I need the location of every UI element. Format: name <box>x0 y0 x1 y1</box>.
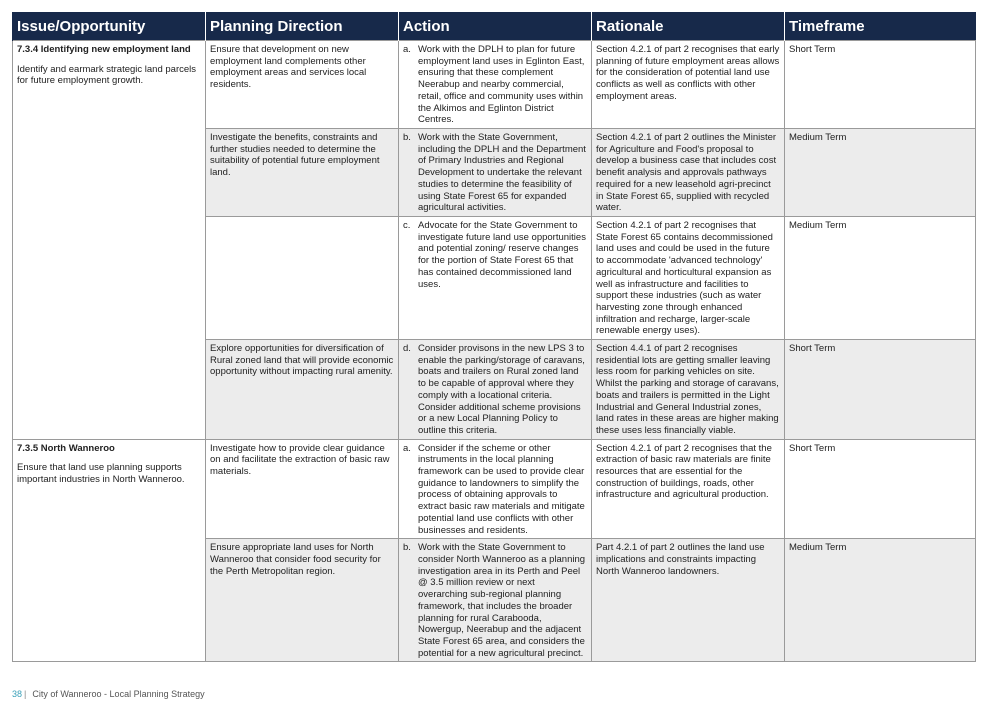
issue-title: 7.3.5 North Wanneroo <box>17 442 115 454</box>
action-text: Advocate for the State Government to investigate future land use opportunities and potential zoning/ reserve changes for the portion of State Forest 65 that has contained decommissioned land uses. <box>418 220 586 290</box>
action-cell <box>399 129 592 217</box>
action-text: Consider if the scheme or other instruments in the local planning framework can be used to provide clear guidance to landowners to simplify the process of obtaining approvals to extract basic raw materials and mitigate potential land use conflicts with other businesses and residents. <box>418 442 585 536</box>
direction-cell: Investigate the benefits, constraints and further studies needed to determine the suitability of potential future employment land. <box>206 129 399 217</box>
direction-cell: Ensure that development on new employment land complements other employment areas and services local residents. <box>206 41 399 129</box>
action-cell <box>399 539 592 662</box>
header-timeframe: Timeframe <box>785 12 976 41</box>
planning-table <box>12 12 976 662</box>
header-action: Action <box>399 12 592 41</box>
rationale-cell: Section 4.2.1 of part 2 recognises that State Forest 65 contains decommissioned land uses and could be used in the future to accommodate 'advanced technology' agricultural and horticultural expansion as well as infrastructure and facilities to support these industries (such as water harvesting zone through enhanced infiltration and recharge, larger-scale renewable energy uses). <box>592 217 785 340</box>
page-number: 38 <box>12 689 23 699</box>
header-rationale: Rationale <box>592 12 785 41</box>
action-letter: b. <box>403 542 411 554</box>
table-row <box>13 41 976 129</box>
timeframe-cell: Medium Term <box>785 539 976 662</box>
action-text: Work with the DPLH to plan for future employment land uses in Eglinton East, ensuring that these complement Neerabup and nearby commercial, retail, office and community uses within the Alkimos and Eglinton District Centres. <box>418 44 585 126</box>
timeframe-cell: Short Term <box>785 340 976 440</box>
page-footer <box>12 689 205 699</box>
rationale-cell: Section 4.2.1 of part 2 recognises that early planning of future employment areas allows for the consideration of potential land use conflicts as well as conflicts with other employment areas. <box>592 41 785 129</box>
timeframe-cell: Medium Term <box>785 129 976 217</box>
direction-cell: Explore opportunities for diversification of Rural zoned land that will provide economic opportunity without impacting rural amenity. <box>206 340 399 440</box>
issue-cell <box>13 439 206 662</box>
action-cell <box>399 41 592 129</box>
action-letter: a. <box>403 44 411 55</box>
header-planning-direction: Planning Direction <box>206 12 399 41</box>
rationale-cell: Part 4.2.1 of part 2 outlines the land use implications and constraints impacting North Wanneroo landowners. <box>592 539 785 662</box>
action-letter: d. <box>403 343 411 355</box>
action-letter: c. <box>403 220 411 231</box>
direction-cell: Investigate how to provide clear guidance on and facilitate the extraction of basic raw materials. <box>206 439 399 539</box>
issue-description: Identify and earmark strategic land parcels for future employment growth. <box>17 63 197 87</box>
action-letter: b. <box>403 132 411 143</box>
issue-cell <box>13 41 206 440</box>
action-text: Work with the State Government to consider North Wanneroo as a planning investigation area in its Perth and Peel @ 3.5 million review or next overarching sub-regional planning framework, that includes the broader planning for rural Carabooda, Nowergup, Neerabup and the adjacent State Forest 65 area, and considers the potential for a new agricultural precinct. <box>418 542 586 659</box>
header-issue: Issue/Opportunity <box>13 12 206 41</box>
table-row <box>13 439 976 539</box>
issue-description: Ensure that land use planning supports important industries in North Wanneroo. <box>17 462 185 486</box>
action-cell <box>399 340 592 440</box>
timeframe-cell: Short Term <box>785 439 976 539</box>
timeframe-cell: Medium Term <box>785 217 976 340</box>
action-cell <box>399 217 592 340</box>
rationale-cell: Section 4.2.1 of part 2 outlines the Minister for Agriculture and Food's proposal to develop a business case that includes cost benefit analysis and approvals pathways required for a new leasehold agri-precinct in State Forest 65, supplied with recycled water. <box>592 129 785 217</box>
action-cell <box>399 439 592 539</box>
table-header-row <box>13 12 976 41</box>
timeframe-cell: Short Term <box>785 41 976 129</box>
direction-cell: Ensure appropriate land uses for North Wanneroo that consider food security for the Perth Metropolitan region. <box>206 539 399 662</box>
document-title: City of Wanneroo - Local Planning Strategy <box>32 689 205 699</box>
direction-cell <box>206 217 399 340</box>
action-text: Work with the State Government, including the DPLH and the Department of Primary Industries and Regional Development to undertake the relevant studies to determine the feasibility of using State Forest 65 for expanded agricultural activities. <box>418 132 586 214</box>
rationale-cell: Section 4.2.1 of part 2 recognises that the extraction of basic raw materials are finite resources that are essential for the construction of buildings, roads, other infrastructure and agricultural production. <box>592 439 785 539</box>
issue-title: 7.3.4 Identifying new employment land <box>17 44 191 55</box>
action-text: Consider provisons in the new LPS 3 to enable the parking/storage of caravans, boats and trailers on Rural zoned land to be capable of approval where they comply with a locational criteria. Consider additional scheme provisions or a new Local Planning Policy to outline this criteria. <box>418 343 585 436</box>
footer-separator: | <box>24 689 27 699</box>
rationale-cell: Section 4.4.1 of part 2 recognises residential lots are getting smaller leaving less room for parking vehicles on site. Whilst the parking and storage of caravans, boats and trailers is permitted in the Light Industrial and General Industrial zones, land rates in these areas are higher making these uses less financially viable. <box>592 340 785 440</box>
action-letter: a. <box>403 442 411 454</box>
